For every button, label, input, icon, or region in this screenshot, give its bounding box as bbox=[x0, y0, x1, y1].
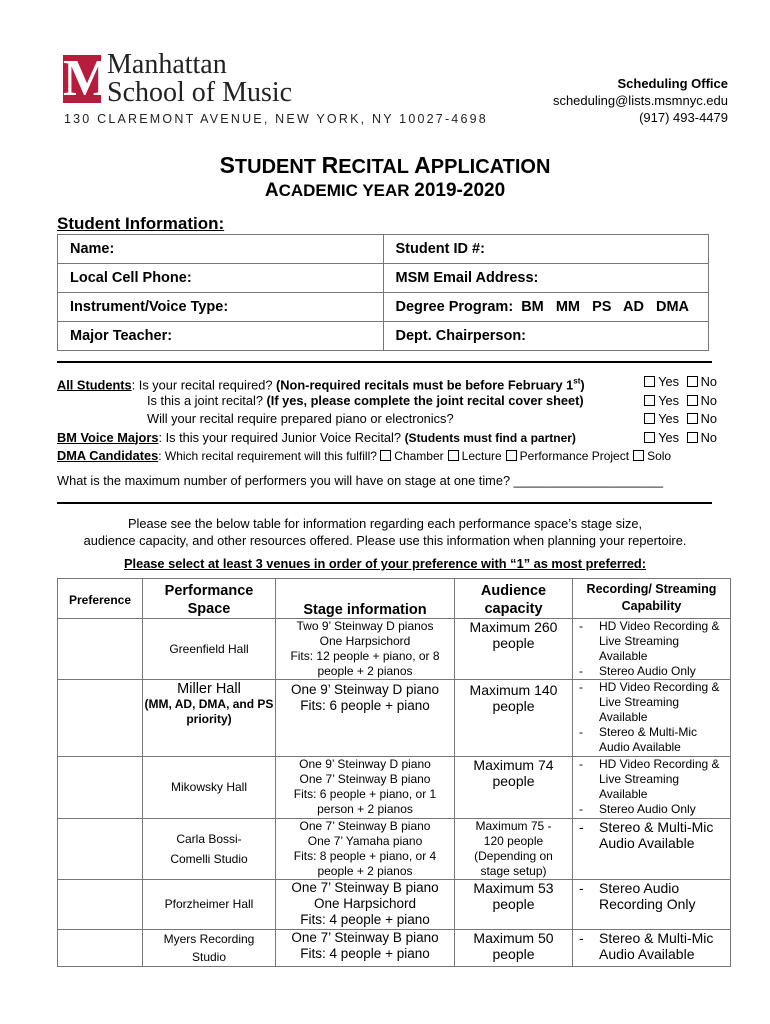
preference-cell[interactable] bbox=[58, 819, 143, 880]
page-title bbox=[0, 152, 770, 179]
preference-cell[interactable] bbox=[58, 930, 143, 967]
venue-row bbox=[58, 930, 731, 967]
capacity-cell: Maximum 74 people bbox=[455, 757, 573, 819]
preference-cell[interactable] bbox=[58, 619, 143, 680]
option-label: Solo bbox=[647, 449, 672, 463]
subtitle-part: CADEMIC YEAR bbox=[278, 181, 415, 200]
recording-list bbox=[573, 819, 730, 851]
stage-header: Stage information bbox=[276, 579, 455, 619]
stage-line: One 7’ Steinway B piano bbox=[291, 930, 439, 945]
preference-header: Preference bbox=[58, 579, 143, 619]
yes-no-options bbox=[640, 392, 717, 411]
yes-checkbox[interactable] bbox=[644, 376, 655, 387]
recording-cell bbox=[573, 619, 731, 680]
no-label: No bbox=[700, 392, 717, 408]
title-part: PPLICATION bbox=[430, 156, 551, 178]
stage-line: One 7’ Steinway B piano bbox=[299, 819, 431, 833]
question-note-end: ) bbox=[580, 377, 585, 393]
no-checkbox[interactable] bbox=[687, 413, 698, 424]
question-note: (If yes, please complete the joint recital cover sheet) bbox=[266, 392, 584, 408]
option-label: Lecture bbox=[461, 449, 502, 463]
school-name-line2: School of Music bbox=[107, 77, 293, 108]
yes-checkbox[interactable] bbox=[644, 413, 655, 424]
office-name: Scheduling Office bbox=[617, 76, 728, 91]
question-junior-voice bbox=[57, 429, 717, 448]
venue-header-row bbox=[58, 579, 731, 619]
recording-item: - Stereo & Multi-Mic Audio Available bbox=[573, 930, 730, 962]
name-field[interactable]: Name: bbox=[58, 235, 384, 264]
recording-header: Recording/ Streaming Capability bbox=[573, 579, 731, 619]
chairperson-field[interactable]: Dept. Chairperson: bbox=[383, 322, 709, 351]
instrument-field[interactable]: Instrument/Voice Type: bbox=[58, 293, 384, 322]
recording-list bbox=[573, 880, 730, 912]
venue-row bbox=[58, 880, 731, 930]
subtitle-part: A bbox=[264, 180, 279, 201]
question-text: Will your recital require prepared piano or electronics? bbox=[147, 411, 454, 426]
capacity-header: Audience capacity bbox=[455, 579, 573, 619]
stage-line: Fits: 6 people + piano bbox=[300, 698, 430, 713]
venue-name-cell bbox=[143, 680, 276, 757]
title-part: A bbox=[414, 152, 431, 178]
title-part: S bbox=[219, 152, 235, 178]
question-text: : Which recital requirement will this fulfill? bbox=[158, 449, 381, 463]
recording-cell bbox=[573, 819, 731, 880]
option-label: Performance Project bbox=[519, 449, 630, 463]
stage-line: One 9’ Steinway D piano bbox=[290, 682, 440, 697]
student-info-heading: Student Information: bbox=[57, 214, 225, 233]
recording-item: - HD Video Recording & Live Streaming Available bbox=[573, 757, 730, 802]
capacity-cell: Maximum 260 people bbox=[455, 619, 573, 680]
venue-table bbox=[57, 578, 731, 967]
preference-cell[interactable] bbox=[58, 880, 143, 930]
title-part: TUDENT bbox=[234, 156, 322, 178]
stage-line: One 7’ Steinway B piano bbox=[299, 772, 431, 786]
stage-line: One 7’ Steinway B piano bbox=[291, 880, 439, 895]
recording-cell bbox=[573, 680, 731, 757]
question-text: : Is your recital required? bbox=[131, 377, 277, 393]
title-part: ECITAL bbox=[338, 156, 415, 178]
no-label: No bbox=[700, 429, 717, 445]
capacity-cell: Maximum 53 people bbox=[455, 880, 573, 930]
solo-checkbox[interactable] bbox=[633, 450, 644, 461]
scheduling-contact bbox=[553, 75, 728, 126]
no-checkbox[interactable] bbox=[687, 376, 698, 387]
no-checkbox[interactable] bbox=[687, 395, 698, 406]
stage-line: Two 9’ Steinway D pianos bbox=[296, 619, 434, 633]
venue-name: Greenfield Hall bbox=[143, 619, 276, 680]
cell-phone-field[interactable]: Local Cell Phone: bbox=[58, 264, 384, 293]
school-name-line1: Manhattan bbox=[107, 49, 227, 80]
venue-name: Carla Bossi-Comelli Studio bbox=[143, 819, 276, 880]
recording-item: - HD Video Recording & Live Streaming Available bbox=[573, 619, 730, 664]
note-line: Please see the below table for information regarding each performance space’s stage size, bbox=[127, 516, 643, 531]
divider bbox=[57, 502, 712, 504]
venue-row bbox=[58, 757, 731, 819]
logo-mark: M bbox=[63, 50, 113, 107]
space-header: Performance Space bbox=[143, 579, 276, 619]
major-teacher-field[interactable]: Major Teacher: bbox=[58, 322, 384, 351]
venue-note bbox=[57, 515, 713, 549]
school-address: 130 CLAREMONT AVENUE, NEW YORK, NY 10027-4698 bbox=[64, 112, 488, 126]
bm-voice-label: BM Voice Majors bbox=[57, 429, 159, 445]
venue-name: Pforzheimer Hall bbox=[143, 880, 276, 930]
stage-line: Fits: 4 people + piano bbox=[300, 946, 430, 961]
recording-item: - Stereo & Multi-Mic Audio Available bbox=[573, 725, 730, 755]
yes-no-options bbox=[640, 410, 717, 429]
yes-no-options bbox=[640, 373, 717, 392]
yes-label: Yes bbox=[658, 374, 680, 389]
page-subtitle bbox=[0, 180, 770, 202]
recital-questions bbox=[57, 373, 717, 490]
yes-no-options bbox=[640, 429, 717, 448]
all-students-label: All Students bbox=[57, 377, 132, 393]
performance-project-checkbox[interactable] bbox=[506, 450, 517, 461]
academic-year: 2019-2020 bbox=[414, 180, 506, 201]
venue-priority-note: (MM, AD, DMA, and PS priority) bbox=[144, 697, 274, 726]
venue-name: Miller Hall bbox=[177, 681, 241, 697]
yes-label: Yes bbox=[658, 411, 680, 426]
stage-info bbox=[276, 619, 455, 680]
stage-line: One Harpsichord bbox=[319, 634, 411, 648]
option-label: Chamber bbox=[394, 449, 444, 463]
stage-info bbox=[276, 819, 455, 880]
recording-item: - Stereo Audio Only bbox=[573, 802, 730, 817]
stage-line: Fits: 4 people + piano bbox=[300, 912, 430, 927]
student-info-table bbox=[57, 234, 709, 351]
title-part: R bbox=[321, 152, 339, 178]
no-checkbox[interactable] bbox=[687, 432, 698, 443]
yes-checkbox[interactable] bbox=[644, 395, 655, 406]
no-label: No bbox=[700, 411, 717, 426]
recording-item: - Stereo & Multi-Mic Audio Available bbox=[573, 819, 730, 851]
recording-item: - HD Video Recording & Live Streaming Available bbox=[573, 680, 730, 725]
capacity-cell: Maximum 50 people bbox=[455, 930, 573, 967]
stage-info bbox=[276, 930, 455, 967]
note-line: audience capacity, and other resources offered. Please use this information when planning your repertoire. bbox=[83, 533, 687, 548]
venue-name: Mikowsky Hall bbox=[143, 757, 276, 819]
venue-row bbox=[58, 619, 731, 680]
office-email[interactable]: scheduling@lists.msmnyc.edu bbox=[552, 93, 728, 108]
stage-info bbox=[276, 680, 455, 757]
recording-list bbox=[573, 619, 730, 679]
question-max-performers[interactable]: What is the maximum number of performers you will have on stage at one time? _____________________ bbox=[57, 472, 664, 488]
recording-list bbox=[573, 680, 730, 755]
school-name bbox=[107, 51, 292, 107]
stage-info bbox=[276, 757, 455, 819]
question-dma bbox=[57, 447, 717, 466]
superscript: st bbox=[573, 377, 581, 386]
stage-line: One Harpsichord bbox=[313, 896, 417, 911]
recording-cell bbox=[573, 930, 731, 967]
dma-label: DMA Candidates bbox=[57, 448, 159, 463]
info-row bbox=[58, 322, 709, 351]
info-row bbox=[58, 264, 709, 293]
recording-list bbox=[573, 757, 730, 817]
yes-label: Yes bbox=[658, 392, 680, 408]
venue-row bbox=[58, 680, 731, 757]
dma-options bbox=[380, 449, 671, 463]
stage-line: Fits: 8 people + piano, or 4 people + 2 pianos bbox=[293, 849, 437, 878]
question-joint bbox=[57, 392, 717, 411]
recording-cell bbox=[573, 757, 731, 819]
stage-line: Fits: 6 people + piano, or 1 person + 2 pianos bbox=[293, 787, 437, 816]
preference-cell[interactable] bbox=[58, 680, 143, 757]
info-row bbox=[58, 293, 709, 322]
email-field[interactable]: MSM Email Address: bbox=[383, 264, 709, 293]
recording-list bbox=[573, 930, 730, 962]
divider bbox=[57, 361, 712, 363]
recording-item: - Stereo Audio Recording Only bbox=[573, 880, 730, 912]
stage-line: One 9’ Steinway D piano bbox=[299, 757, 431, 771]
no-label: No bbox=[700, 374, 717, 389]
chamber-checkbox[interactable] bbox=[380, 450, 391, 461]
yes-checkbox[interactable] bbox=[644, 432, 655, 443]
venue-name: Myers Recording Studio bbox=[143, 930, 276, 967]
recording-cell bbox=[573, 880, 731, 930]
question-note: (Students must find a partner) bbox=[404, 430, 576, 445]
preference-cell[interactable] bbox=[58, 757, 143, 819]
question-prepared-piano bbox=[57, 410, 717, 429]
info-row bbox=[58, 235, 709, 264]
stage-line: Fits: 12 people + piano, or 8 people + 2 pianos bbox=[290, 649, 440, 678]
recording-item: - Stereo Audio Only bbox=[573, 664, 730, 679]
office-phone: (917) 493-4479 bbox=[639, 110, 728, 125]
venue-row bbox=[58, 819, 731, 880]
capacity-cell: Maximum 140 people bbox=[455, 680, 573, 757]
question-text: : Is this your required Junior Voice Recital? bbox=[158, 429, 405, 445]
question-note: (Non-required recitals must be before February 1 bbox=[276, 377, 574, 393]
capacity-cell: Maximum 75 - 120 people (Depending on stage setup) bbox=[455, 819, 573, 880]
stage-line: One 7’ Yamaha piano bbox=[307, 834, 423, 848]
question-text: Is this a joint recital? bbox=[147, 392, 267, 408]
venue-instructions: Please select at least 3 venues in order of your preference with “1” as most preferred: bbox=[123, 556, 647, 571]
lecture-checkbox[interactable] bbox=[448, 450, 459, 461]
question-required bbox=[57, 373, 717, 392]
yes-label: Yes bbox=[658, 429, 680, 445]
stage-info bbox=[276, 880, 455, 930]
student-id-field[interactable]: Student ID #: bbox=[383, 235, 709, 264]
degree-program-field[interactable]: Degree Program: BM MM PS AD DMA bbox=[383, 293, 709, 322]
